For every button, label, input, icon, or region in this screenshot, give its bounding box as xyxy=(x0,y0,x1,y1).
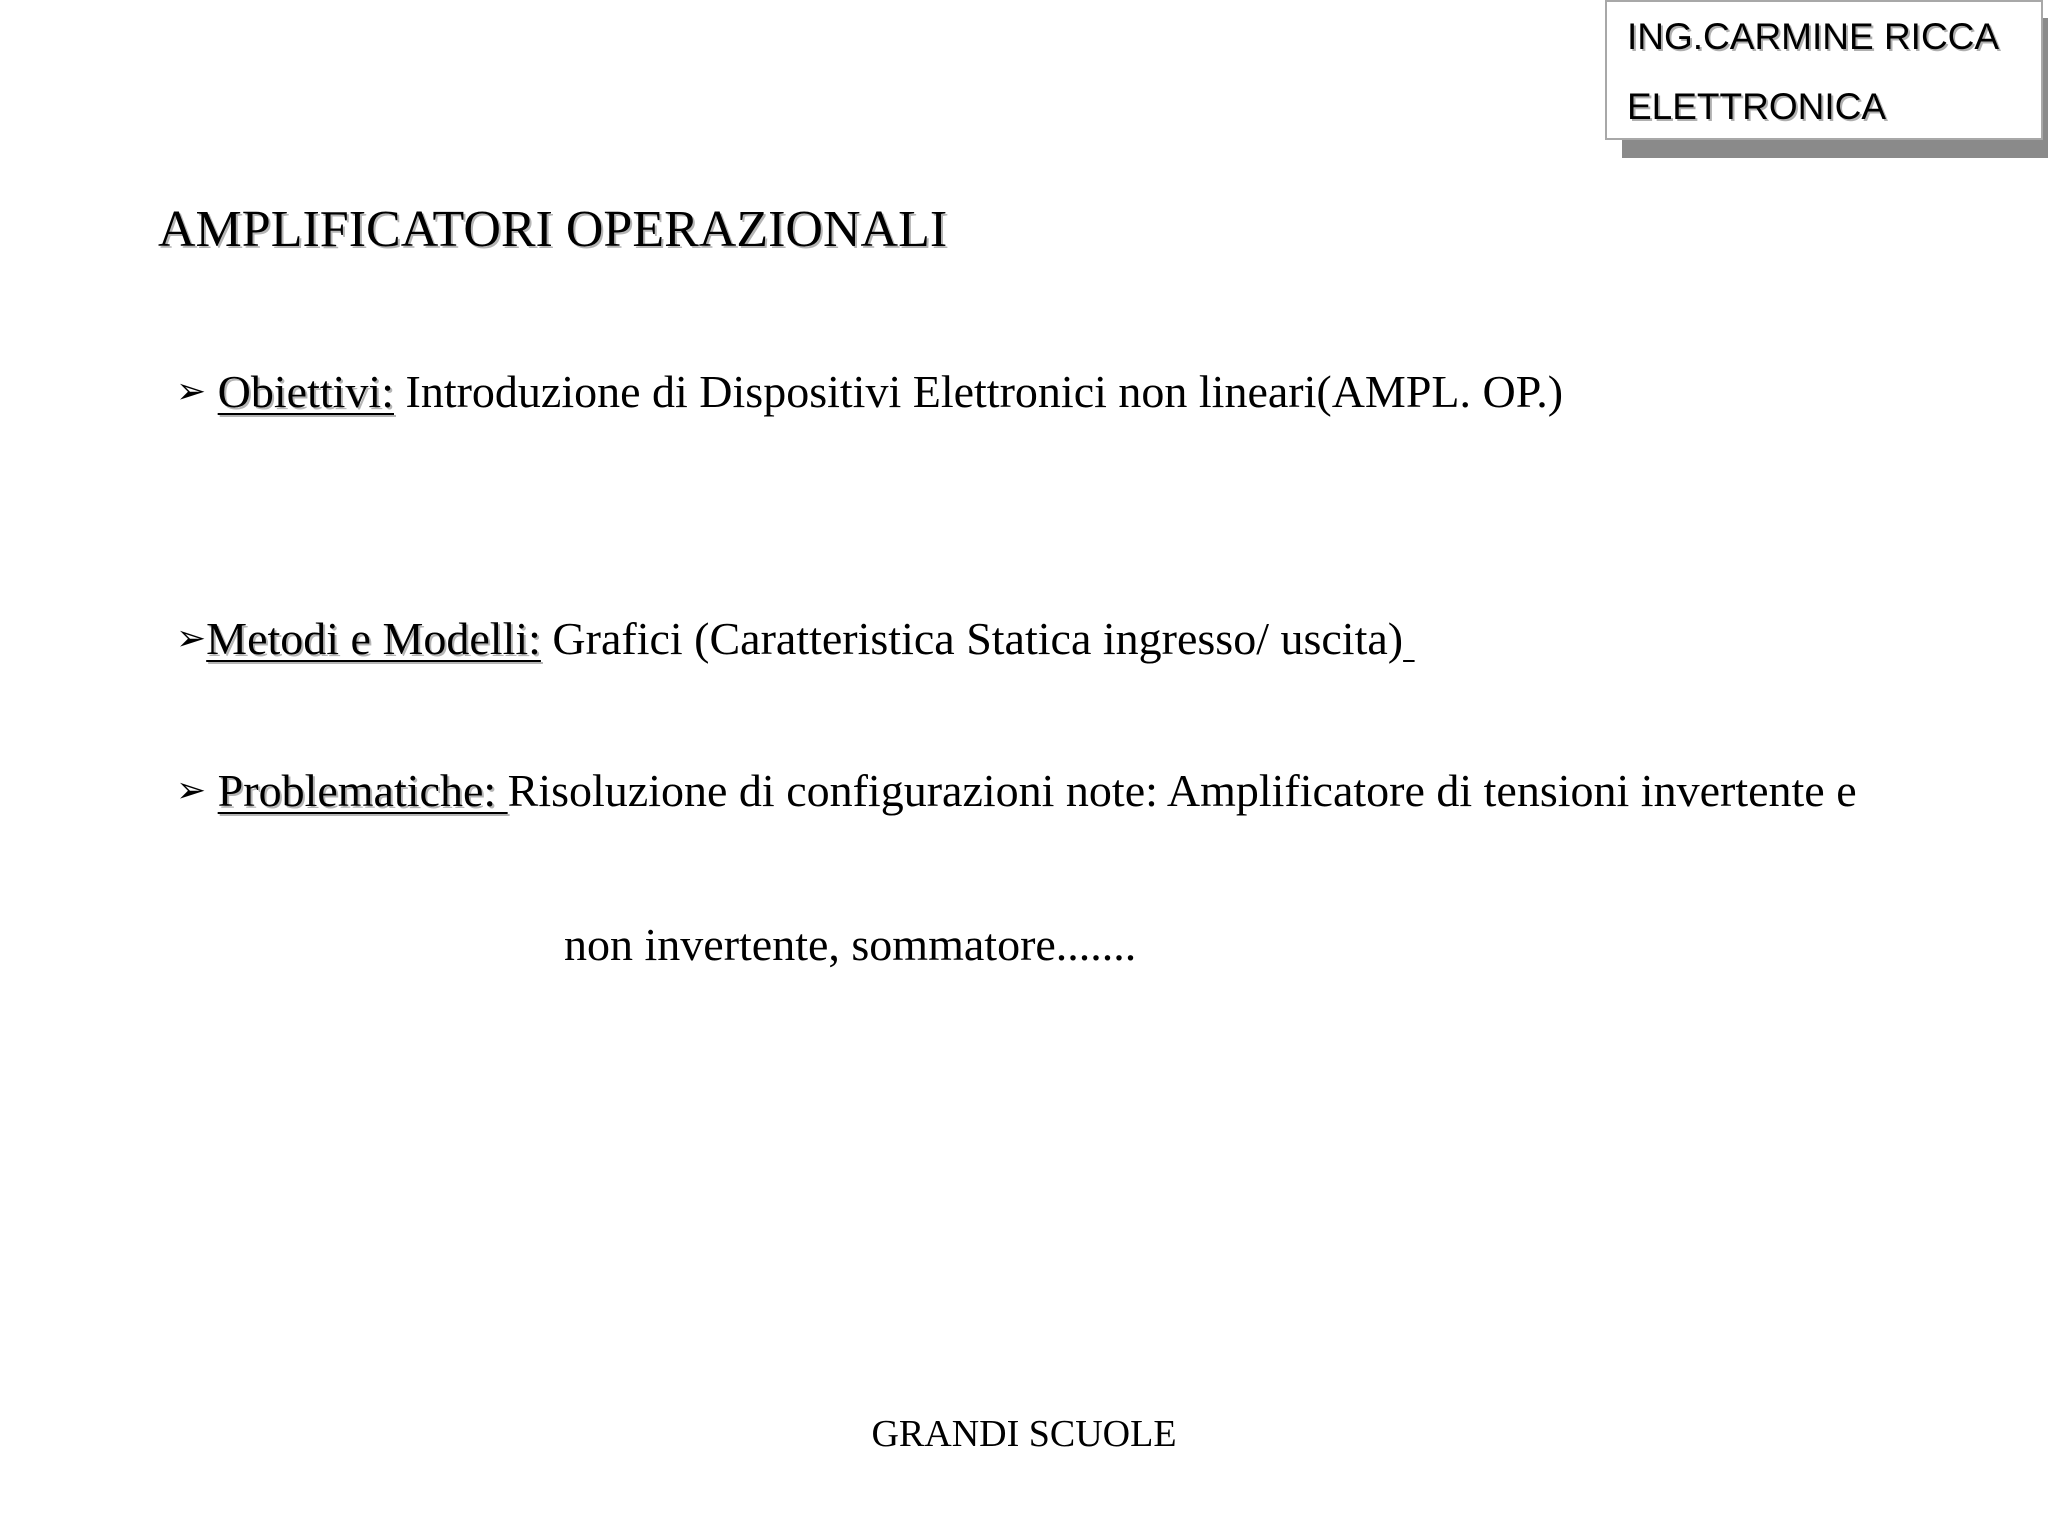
arrow-bullet-icon: ➢ xyxy=(176,618,207,659)
bullet-term: Obiettivi: xyxy=(217,366,394,417)
header-author: ING.CARMINE RICCA xyxy=(1627,16,2000,57)
arrow-bullet-icon: ➢ xyxy=(176,770,207,811)
footer-text: GRANDI SCUOLE xyxy=(871,1413,1177,1455)
bullet-trailing-underline xyxy=(1403,613,1415,664)
header-box xyxy=(1605,0,2043,140)
bullet-obiettivi xyxy=(176,365,1563,418)
bullet-term: Problematiche: xyxy=(217,765,508,816)
bullet-text: Grafici (Caratteristica Statica ingresso/ uscita) xyxy=(540,613,1404,664)
arrow-bullet-icon: ➢ xyxy=(176,371,207,412)
bullet-term: Metodi e Modelli: xyxy=(206,613,541,664)
bullet-text: Introduzione di Dispositivi Elettronici non lineari(AMPL. OP.) xyxy=(394,366,1564,417)
bullet-metodi xyxy=(176,612,1415,665)
bullet-text: Risoluzione di configurazioni note: Amplificatore di tensioni invertente e xyxy=(507,765,1857,816)
header-subject: ELETTRONICA xyxy=(1627,86,1887,127)
bullet-problematiche xyxy=(176,764,1857,817)
slide-title: AMPLIFICATORI OPERAZIONALI xyxy=(158,201,948,258)
bullet-continuation: non invertente, sommatore....... xyxy=(564,919,1137,970)
